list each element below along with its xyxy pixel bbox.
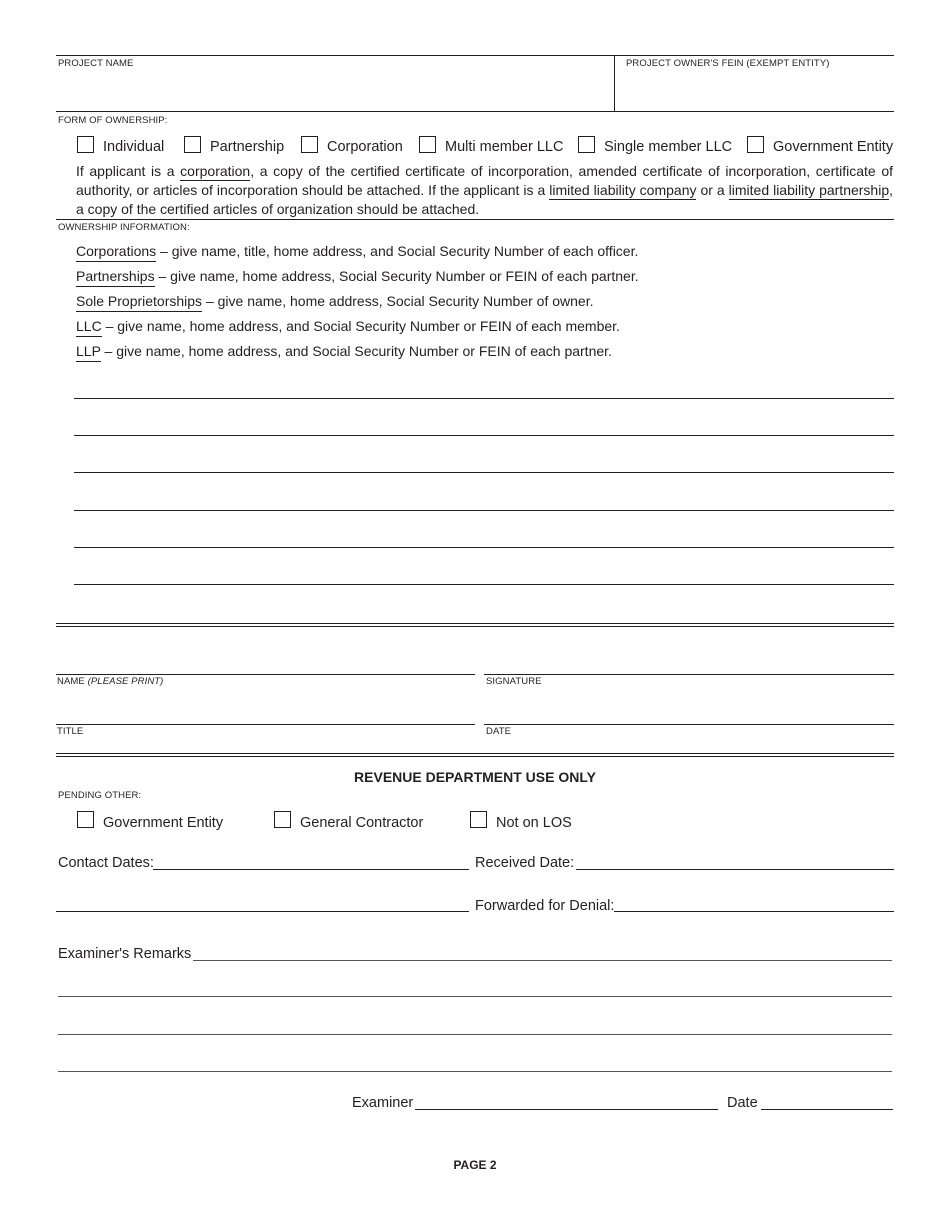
received-date-field[interactable]: [576, 869, 894, 870]
option-government-entity-label: Government Entity: [773, 139, 894, 155]
note-term-llp: limited liability partnership: [728, 182, 890, 198]
ownership-entry-line[interactable]: [74, 398, 894, 399]
ownership-item-sole-proprietorships: [76, 293, 593, 309]
term-llc: LLC: [76, 318, 102, 337]
checkbox-multi-member-llc[interactable]: [419, 136, 436, 153]
pending-not-on-los-label: Not on LOS: [496, 815, 572, 831]
desc-llc: – give name, home address, and Social Security Number or FEIN of each member.: [101, 318, 620, 334]
date-line[interactable]: [484, 724, 894, 725]
name-hint: (PLEASE PRINT): [87, 676, 164, 687]
ownership-entry-line[interactable]: [74, 472, 894, 473]
examiner-field[interactable]: [415, 1109, 718, 1110]
name-label-text: NAME: [57, 676, 85, 687]
checkbox-partnership[interactable]: [184, 136, 201, 153]
note-term-corporation: corporation: [180, 163, 251, 179]
desc-corporations: – give name, title, home address, and Social Security Number of each officer.: [156, 243, 639, 259]
desc-partnerships: – give name, home address, Social Security Number or FEIN of each partner.: [154, 268, 639, 284]
examiner-date-label: Date: [727, 1095, 758, 1111]
forwarded-denial-label: Forwarded for Denial:: [475, 898, 615, 914]
title-line[interactable]: [56, 724, 475, 725]
checkbox-pending-not-on-los[interactable]: [470, 811, 487, 828]
ownership-info-label: OWNERSHIP INFORMATION:: [58, 222, 190, 233]
examiner-remarks-line[interactable]: [193, 960, 892, 961]
project-name-field[interactable]: [56, 70, 612, 110]
name-label: [57, 676, 163, 687]
section-double-rule: [56, 623, 894, 624]
signature-line[interactable]: [484, 674, 894, 675]
forwarded-denial-field[interactable]: [614, 911, 894, 912]
term-corporations: Corporations: [76, 243, 156, 262]
checkbox-government-entity[interactable]: [747, 136, 764, 153]
signature-label: SIGNATURE: [486, 676, 542, 687]
checkbox-individual[interactable]: [77, 136, 94, 153]
ownership-item-partnerships: [76, 268, 639, 284]
pending-government-entity-label: Government Entity: [103, 815, 224, 831]
note-text-2: , a copy of the certified certificate of incorporation, amended certificate of incorporation, certificate of authority, or articles of incorporation should be attached. If the applicant is a: [76, 163, 893, 198]
contact-dates-field[interactable]: [153, 869, 469, 870]
ownership-item-llp: [76, 343, 612, 359]
desc-llp: – give name, home address, and Social Security Number or FEIN of each partner.: [100, 343, 612, 359]
term-llp: LLP: [76, 343, 101, 362]
pending-other-label: PENDING OTHER:: [58, 790, 142, 801]
attachment-instructions: [76, 162, 893, 219]
examiner-label: Examiner: [352, 1095, 414, 1111]
ownership-item-corporations: [76, 243, 638, 259]
date-label: DATE: [486, 726, 512, 737]
header-bottom-rule: [56, 111, 894, 112]
option-single-member-llc-label: Single member LLC: [604, 139, 733, 155]
contact-dates-field-2[interactable]: [56, 911, 469, 912]
section-double-rule: [56, 626, 894, 627]
page-number: PAGE 2: [453, 1158, 497, 1172]
option-individual-label: Individual: [103, 139, 165, 155]
option-multi-member-llc-label: Multi member LLC: [445, 139, 564, 155]
note-text-3: or a: [696, 182, 729, 198]
revenue-double-rule: [56, 753, 894, 754]
name-line[interactable]: [56, 674, 475, 675]
revenue-double-rule: [56, 756, 894, 757]
examiner-remarks-label: Examiner's Remarks: [58, 946, 192, 962]
fein-field[interactable]: [616, 70, 894, 110]
checkbox-corporation[interactable]: [301, 136, 318, 153]
received-date-label: Received Date:: [475, 855, 575, 871]
term-sole-proprietorships: Sole Proprietorships: [76, 293, 202, 312]
project-name-label: PROJECT NAME: [58, 58, 134, 69]
header-divider: [614, 55, 615, 111]
ownership-entry-line[interactable]: [74, 584, 894, 585]
examiner-remarks-line[interactable]: [58, 1071, 892, 1072]
fein-label: PROJECT OWNER'S FEIN (EXEMPT ENTITY): [626, 58, 830, 69]
checkbox-pending-general-contractor[interactable]: [274, 811, 291, 828]
pending-general-contractor-label: General Contractor: [300, 815, 424, 831]
form-of-ownership-label: FORM OF OWNERSHIP:: [58, 115, 168, 126]
ownership-item-llc: [76, 318, 620, 334]
contact-dates-label: Contact Dates:: [58, 855, 154, 871]
option-corporation-label: Corporation: [327, 139, 403, 155]
note-text-4: , a copy of the certified articles of organization should be attached.: [76, 182, 894, 217]
checkbox-pending-government-entity[interactable]: [77, 811, 94, 828]
note-text-1: If applicant is a: [76, 163, 181, 179]
revenue-heading: REVENUE DEPARTMENT USE ONLY: [354, 769, 596, 785]
ownership-entry-line[interactable]: [74, 547, 894, 548]
desc-sole-proprietorships: – give name, home address, Social Security Number of owner.: [202, 293, 594, 309]
ownership-rule: [56, 219, 894, 220]
term-partnerships: Partnerships: [76, 268, 155, 287]
ownership-entry-line[interactable]: [74, 510, 894, 511]
option-partnership-label: Partnership: [210, 139, 285, 155]
examiner-date-field[interactable]: [761, 1109, 893, 1110]
title-label: TITLE: [57, 726, 84, 737]
examiner-remarks-line[interactable]: [58, 1034, 892, 1035]
top-rule: [56, 55, 894, 56]
checkbox-single-member-llc[interactable]: [578, 136, 595, 153]
note-term-llc: limited liability company: [549, 182, 697, 198]
examiner-remarks-line[interactable]: [58, 996, 892, 997]
ownership-entry-line[interactable]: [74, 435, 894, 436]
